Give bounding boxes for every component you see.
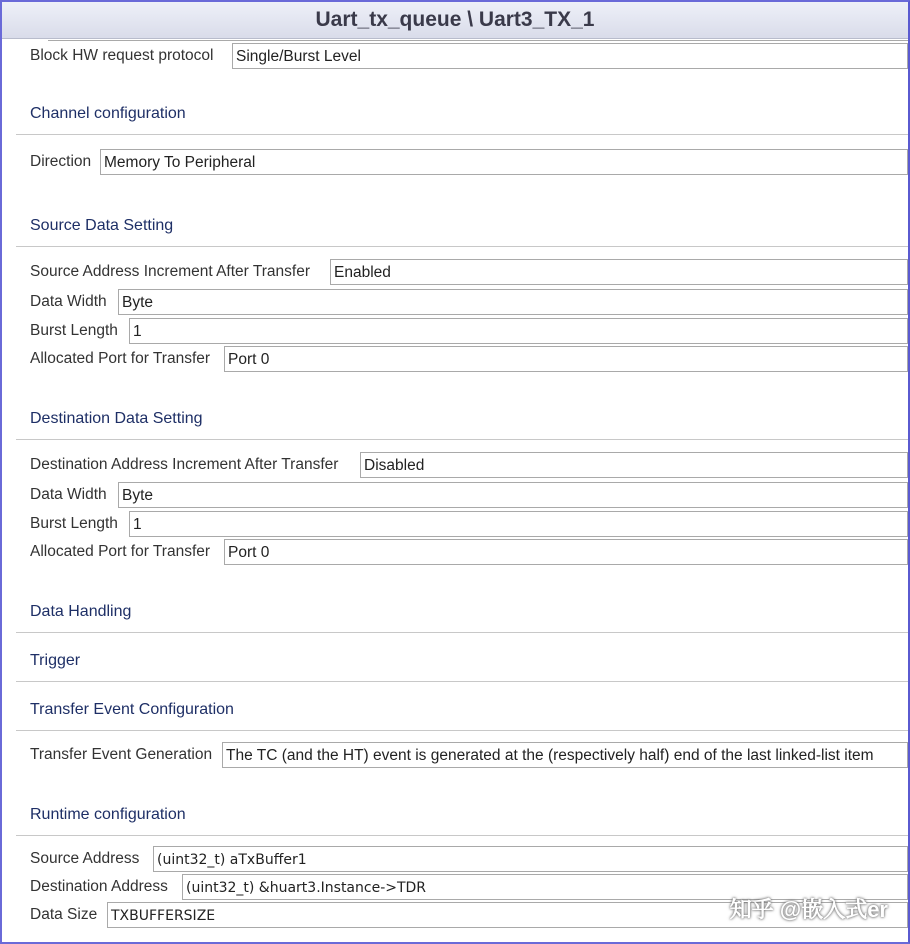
window-title: Uart_tx_queue \ Uart3_TX_1 bbox=[315, 8, 595, 31]
dest-burst-label: Burst Length bbox=[30, 515, 118, 532]
source-increment-label: Source Address Increment After Transfer bbox=[30, 263, 310, 280]
section-title: Data Handling bbox=[30, 603, 132, 620]
section-source-data-setting bbox=[16, 212, 908, 247]
block-hw-request-label: Block HW request protocol bbox=[30, 47, 214, 64]
dest-increment-row bbox=[16, 452, 908, 480]
dest-burst-field[interactable]: 1 bbox=[129, 511, 908, 537]
dest-port-label: Allocated Port for Transfer bbox=[30, 543, 211, 560]
dest-width-label: Data Width bbox=[30, 486, 107, 503]
previous-field-edge bbox=[48, 40, 908, 42]
source-port-row bbox=[16, 346, 908, 374]
section-trigger[interactable] bbox=[16, 647, 908, 682]
destination-address-label: Destination Address bbox=[30, 878, 168, 895]
dest-port-row bbox=[16, 539, 908, 567]
source-address-field[interactable]: (uint32_t) aTxBuffer1 bbox=[153, 846, 908, 872]
direction-row bbox=[16, 149, 908, 177]
section-title: Destination Data Setting bbox=[30, 410, 203, 427]
destination-address-field[interactable]: (uint32_t) &huart3.Instance->TDR bbox=[182, 874, 908, 900]
section-data-handling[interactable] bbox=[16, 598, 908, 633]
source-burst-row bbox=[16, 318, 908, 346]
transfer-event-generation-field[interactable]: The TC (and the HT) event is generated at the (respectively half) end of the last linked-list item bbox=[222, 742, 908, 768]
direction-label: Direction bbox=[30, 153, 92, 170]
config-panel bbox=[16, 38, 908, 942]
source-address-label: Source Address bbox=[30, 850, 140, 867]
section-title: Source Data Setting bbox=[30, 217, 174, 234]
dest-width-row bbox=[16, 482, 908, 510]
section-title: Runtime configuration bbox=[30, 806, 186, 823]
dest-port-field[interactable]: Port 0 bbox=[224, 539, 908, 565]
section-destination-data-setting bbox=[16, 405, 908, 440]
block-hw-request-field[interactable]: Single/Burst Level bbox=[232, 43, 908, 69]
section-title: Trigger bbox=[30, 652, 81, 669]
section-title: Channel configuration bbox=[30, 105, 186, 122]
source-burst-field[interactable]: 1 bbox=[129, 318, 908, 344]
source-increment-row bbox=[16, 259, 908, 287]
source-address-row bbox=[16, 846, 908, 874]
source-port-label: Allocated Port for Transfer bbox=[30, 350, 211, 367]
source-port-field[interactable]: Port 0 bbox=[224, 346, 908, 372]
dest-increment-field[interactable]: Disabled bbox=[360, 452, 908, 478]
data-size-label: Data Size bbox=[30, 906, 98, 923]
transfer-event-generation-label: Transfer Event Generation bbox=[30, 746, 213, 763]
block-hw-request-row bbox=[16, 43, 908, 71]
data-size-field[interactable]: TXBUFFERSIZE bbox=[107, 902, 908, 928]
dest-width-field[interactable]: Byte bbox=[118, 482, 908, 508]
section-runtime-configuration bbox=[16, 801, 908, 836]
source-width-row bbox=[16, 289, 908, 317]
section-title: Transfer Event Configuration bbox=[30, 701, 234, 718]
dest-increment-label: Destination Address Increment After Transfer bbox=[30, 456, 339, 473]
watermark-text: 知乎 @嵌入式er bbox=[729, 897, 888, 922]
section-transfer-event-configuration bbox=[16, 696, 908, 731]
source-increment-field[interactable]: Enabled bbox=[330, 259, 908, 285]
source-width-field[interactable]: Byte bbox=[118, 289, 908, 315]
source-width-label: Data Width bbox=[30, 293, 107, 310]
direction-field[interactable]: Memory To Peripheral bbox=[100, 149, 908, 175]
section-channel-configuration bbox=[16, 100, 908, 135]
source-burst-label: Burst Length bbox=[30, 322, 118, 339]
dest-burst-row bbox=[16, 511, 908, 539]
title-bar bbox=[2, 2, 908, 39]
transfer-event-generation-row bbox=[16, 742, 908, 770]
